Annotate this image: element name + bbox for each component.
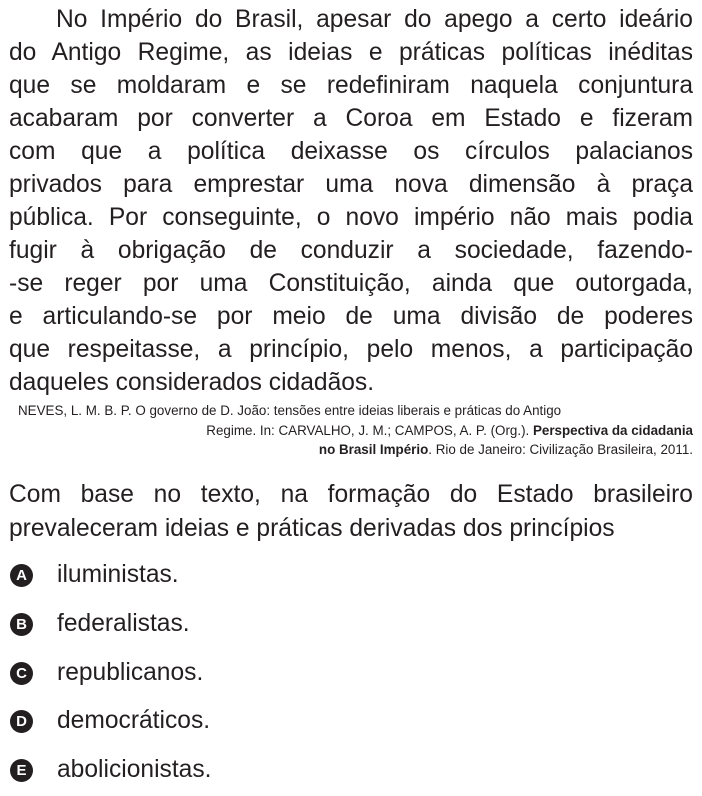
passage-line: que se moldaram e se redefiniram naquela conjuntura bbox=[9, 72, 693, 99]
passage-line: do Antigo Regime, as ideias e práticas políticas inéditas bbox=[9, 39, 693, 66]
option-letter-b-icon: B bbox=[10, 613, 33, 636]
passage-line: com que a política deixasse os círculos palacianos bbox=[9, 138, 693, 165]
citation-text: . Rio de Janeiro: Civilização Brasileira, 2011. bbox=[428, 442, 693, 457]
citation-book-title: Perspectiva da cidadania bbox=[532, 422, 693, 438]
option-letter-c-icon: C bbox=[10, 662, 33, 685]
option-d-text: democráticos. bbox=[57, 707, 211, 734]
option-c[interactable] bbox=[10, 656, 203, 690]
option-letter-e-icon: E bbox=[10, 759, 33, 782]
option-a-text: iluministas. bbox=[57, 561, 179, 588]
question-stem bbox=[9, 478, 693, 546]
citation-line bbox=[9, 440, 693, 460]
question-line: prevaleceram ideias e práticas derivadas dos princípios bbox=[9, 515, 615, 542]
passage-line: No Império do Brasil, apesar do apego a certo ideário bbox=[56, 6, 693, 33]
option-c-text: republicanos. bbox=[57, 659, 204, 686]
option-e-text: abolicionistas. bbox=[57, 756, 212, 783]
option-b[interactable] bbox=[10, 607, 190, 641]
passage-line: daqueles considerados cidadãos. bbox=[9, 369, 375, 396]
passage-line: -se reger por uma Constituição, ainda que outorgada, bbox=[9, 270, 693, 297]
option-d[interactable] bbox=[10, 704, 210, 738]
question-line: Com base no texto, na formação do Estado brasileiro bbox=[9, 481, 693, 508]
option-e[interactable] bbox=[10, 753, 211, 787]
citation-book-title: no Brasil Império bbox=[318, 442, 429, 457]
option-letter-a-icon: A bbox=[10, 564, 33, 587]
option-a[interactable] bbox=[10, 558, 179, 592]
citation-line: NEVES, L. M. B. P. O governo de D. João: tensões entre ideias liberais e práticas do Antigo bbox=[18, 403, 562, 418]
passage-line: privados para emprestar uma nova dimensão à praça bbox=[9, 171, 693, 198]
option-b-text: federalistas. bbox=[57, 610, 190, 637]
passage-line: fugir à obrigação de conduzir a sociedade, fazendo- bbox=[9, 237, 693, 264]
passage-line: pública. Por conseguinte, o novo império não mais podia bbox=[9, 204, 693, 231]
passage-text bbox=[9, 3, 693, 399]
passage-line: acabaram por converter a Coroa em Estado e fizeram bbox=[9, 105, 693, 132]
passage-line: e articulando-se por meio de uma divisão de poderes bbox=[9, 303, 693, 330]
source-citation bbox=[9, 401, 693, 460]
option-letter-d-icon: D bbox=[10, 710, 33, 733]
citation-line bbox=[9, 421, 693, 441]
citation-text: Regime. In: CARVALHO, J. M.; CAMPOS, A. P. (Org.). bbox=[206, 422, 533, 438]
passage-line: que respeitasse, a princípio, pelo menos, a participação bbox=[9, 336, 693, 363]
